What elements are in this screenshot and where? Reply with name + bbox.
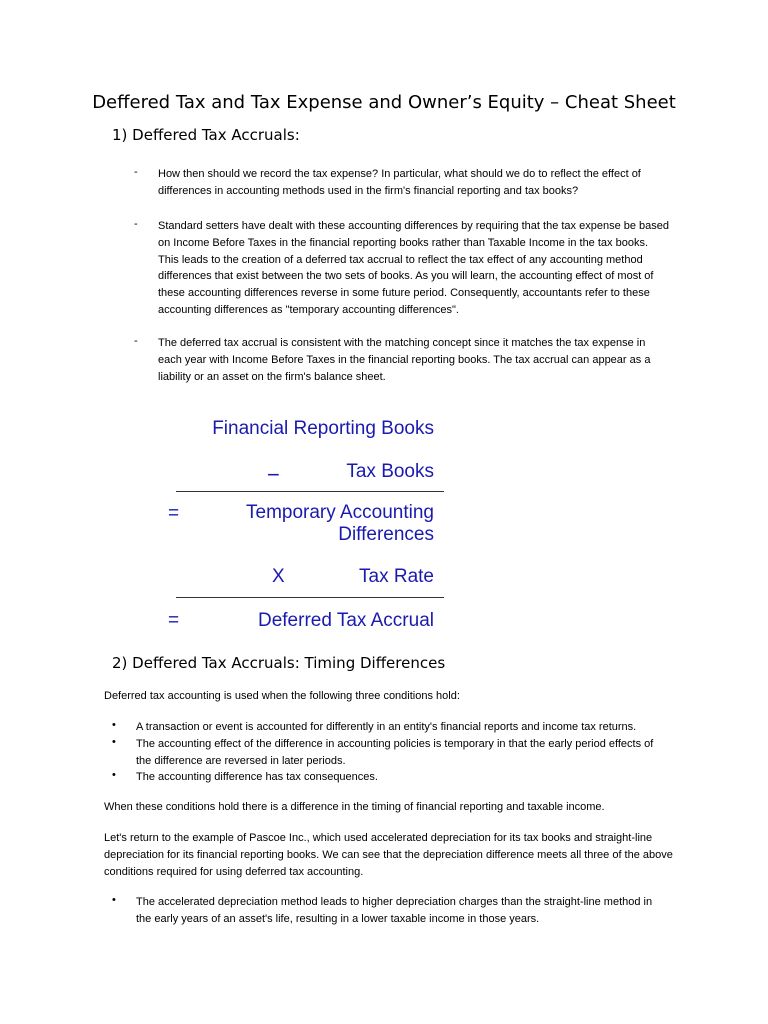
diagram-tax-rate: Tax Rate (359, 566, 434, 587)
section2-paragraph: Let's return to the example of Pascoe Inc., which used accelerated depreciation for its tax books and straight-line depreciation for its financial reporting books. We can see that the depreciation difference meets all three of the above conditions required for using deferred tax accounting. (104, 832, 673, 878)
diagram-tax-books: Tax Books (346, 461, 434, 482)
bullet-marker: • (112, 719, 116, 731)
diagram-differences: Differences (338, 524, 434, 545)
diagram-rule (176, 597, 444, 598)
diagram-equals-sign: = (168, 503, 180, 524)
bullet-marker: • (112, 769, 116, 781)
list-item-text: Standard setters have dealt with these accounting differences by requiring that the tax expense be based on Income Before Taxes in the financial reporting books rather than Taxable Income in the tax books. This leads to the creation of a deferred tax accrual to reflect the tax effect of any accounting method differences that exist between the two sets of books. As you will learn, the accounting effect of most of these accounting differences reverse in some future period. Consequently, accountants refer to these accounting differences as "temporary accounting differences". (158, 220, 670, 316)
diagram-financial-reporting-books: Financial Reporting Books (212, 418, 434, 439)
list-item-text: The accounting difference has tax consequences. (136, 771, 378, 783)
diagram-multiply-sign: X (272, 566, 285, 587)
list-item-text: The deferred tax accrual is consistent with the matching concept since it matches the tax expense in each year with Income Before Taxes in the financial reporting books. The tax accrual can appear as a liability or an asset on the firm's balance sheet. (158, 337, 651, 383)
dash-marker: - (134, 166, 138, 178)
diagram-deferred-tax-accrual: Deferred Tax Accrual (257, 610, 434, 631)
dash-marker: - (134, 218, 138, 230)
list-item-text: A transaction or event is accounted for differently in an entity's financial reports and income tax returns. (136, 721, 637, 733)
list-item-text: The accounting effect of the difference in accounting policies is temporary in that the early period effects of the difference are reversed in later periods. (136, 738, 654, 767)
section1-heading: 1) Deffered Tax Accruals: (112, 126, 300, 144)
dash-marker: - (134, 335, 138, 347)
section2-heading: 2) Deffered Tax Accruals: Timing Differences (112, 654, 446, 672)
page-title: Deffered Tax and Tax Expense and Owner’s Equity – Cheat Sheet (92, 92, 676, 113)
diagram-minus-sign: − (267, 462, 280, 487)
list-item-text: How then should we record the tax expense? In particular, what should we do to reflect the effect of differences in accounting methods used in the firm's financial reporting and tax books? (158, 168, 641, 197)
diagram-equals-sign: = (168, 610, 180, 631)
diagram-rule (176, 491, 444, 492)
bullet-marker: • (112, 736, 116, 748)
bullet-marker: • (112, 894, 116, 906)
section2-intro: Deferred tax accounting is used when the following three conditions hold: (104, 690, 460, 702)
diagram-temporary-accounting: Temporary Accounting (246, 502, 434, 523)
list-item-text: The accelerated depreciation method leads to higher depreciation charges than the straight-line method in the early years of an asset's life, resulting in a lower taxable income in those years. (136, 896, 653, 925)
section2-paragraph: When these conditions hold there is a difference in the timing of financial reporting and taxable income. (104, 801, 605, 813)
